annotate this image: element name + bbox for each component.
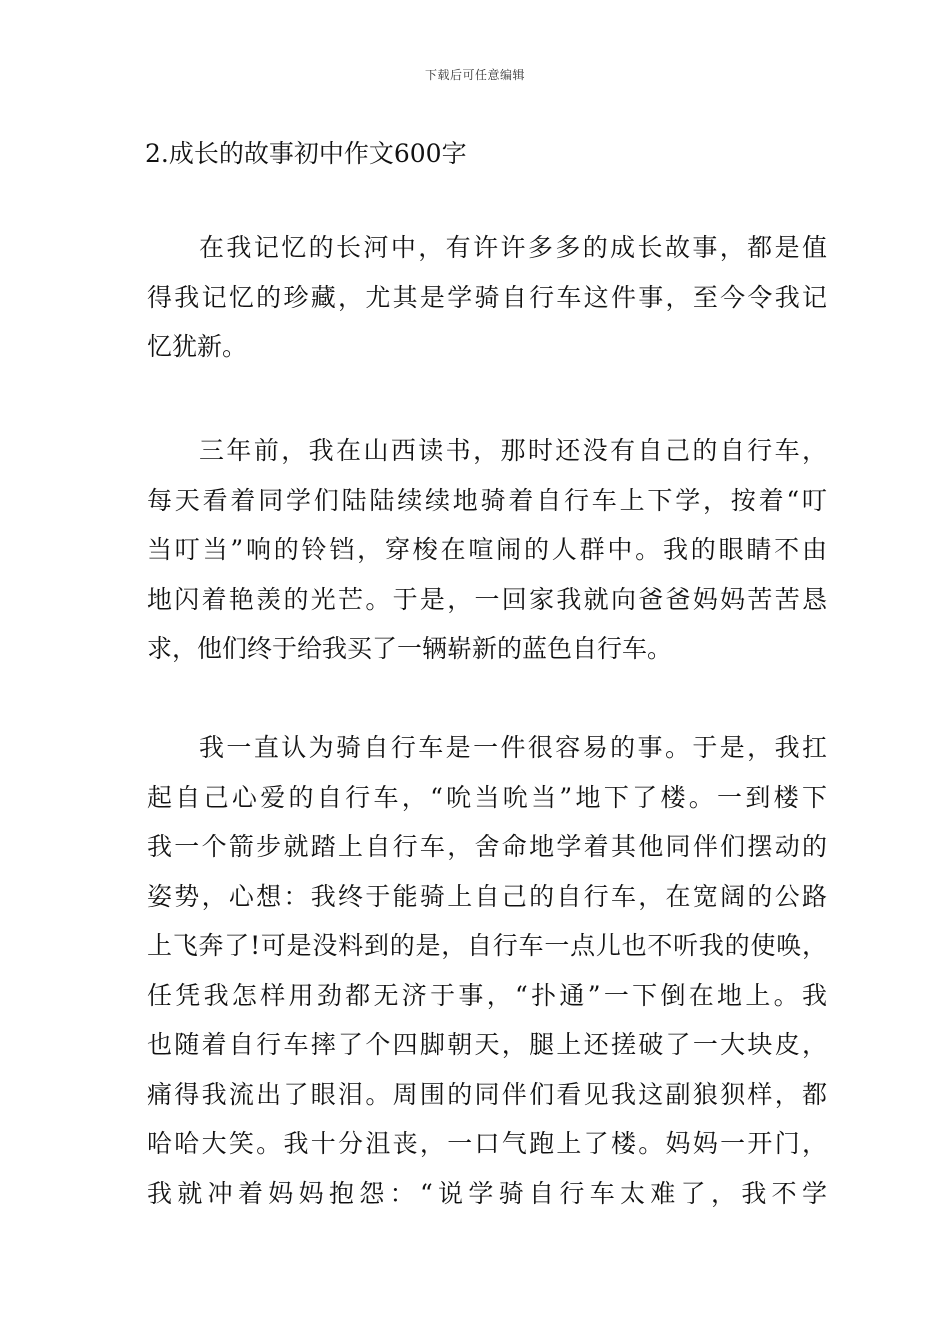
paragraph-line: 忆犹新。	[147, 332, 248, 361]
paragraph-line: 哈哈大笑。我十分沮丧，一口气跑上了楼。妈妈一开门，	[147, 1129, 827, 1158]
paragraph-line: 我就冲着妈妈抱怨：“说学骑自行车太难了，我不学	[147, 1178, 827, 1208]
paragraph-line: 我一直认为骑自行车是一件很容易的事。于是，我扛	[199, 733, 827, 762]
paragraph-line: 姿势，心想：我终于能骑上自己的自行车，在宽阔的公路	[147, 881, 827, 911]
paragraph-line: 地闪着艳羡的光芒。于是，一回家我就向爸爸妈妈苦苦恳	[147, 584, 827, 614]
paragraph-line: 每天看着同学们陆陆续续地骑着自行车上下学，按着“叮	[147, 485, 827, 515]
page-header: 下载后可任意编辑	[424, 68, 525, 82]
paragraph-line: 在我记忆的长河中，有许许多多的成长故事，都是值	[199, 233, 827, 262]
paragraph-3	[147, 723, 827, 1218]
paragraph-line: 起自己心爱的自行车，“吮当吮当”地下了楼。一到楼下	[147, 782, 827, 812]
paragraph-1	[147, 223, 827, 372]
paragraph-line: 求，他们终于给我买了一辆崭新的蓝色自行车。	[147, 634, 673, 663]
paragraph-line: 上飞奔了!可是没料到的是，自行车一点儿也不听我的使唤，	[147, 931, 827, 960]
paragraph-line: 得我记忆的珍藏，尤其是学骑自行车这件事，至今令我记	[147, 282, 827, 312]
paragraph-line: 任凭我怎样用劲都无济于事，“扑通”一下倒在地上。我	[147, 980, 827, 1010]
paragraph-line: 我一个箭步就踏上自行车，舍命地学着其他同伴们摆动的	[147, 832, 827, 861]
paragraph-line: 当叮当”响的铃铛，穿梭在喧闹的人群中。我的眼睛不由	[147, 535, 827, 564]
paragraph-line: 痛得我流出了眼泪。周围的同伴们看见我这副狼狈样，都	[147, 1079, 827, 1109]
paragraph-line: 三年前，我在山西读书，那时还没有自己的自行车，	[199, 436, 827, 465]
paragraph-line: 也随着自行车摔了个四脚朝天，腿上还搓破了一大块皮，	[147, 1030, 827, 1059]
essay-title: 2.成长的故事初中作文600字	[145, 139, 467, 168]
paragraph-2	[147, 426, 827, 674]
